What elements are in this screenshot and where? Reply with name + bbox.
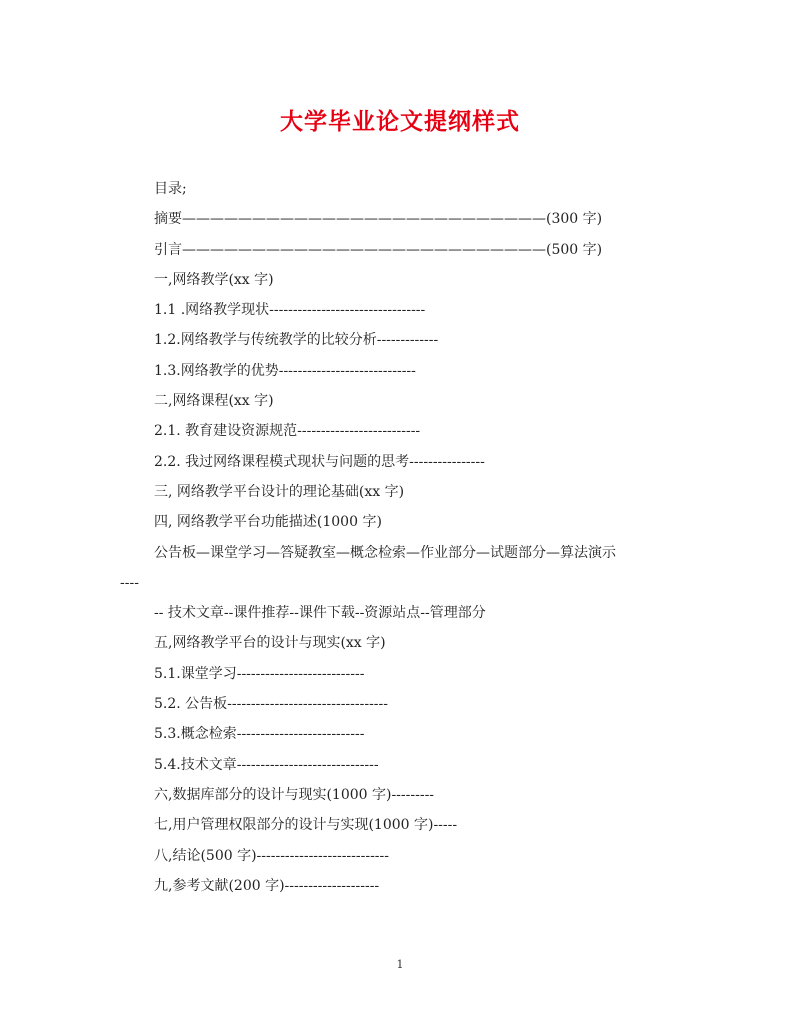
toc-entry-2-2: 2.2. 我过网络课程模式现状与问题的思考---------------- [154, 453, 485, 470]
toc-entry-chapter-2: 二,网络课程(xx 字) [154, 393, 274, 410]
toc-entry-5-4: 5.4.技术文章------------------------------ [154, 756, 379, 773]
toc-entry-chapter-7: 七,用户管理权限部分的设计与实现(1000 字)----- [154, 817, 458, 834]
page-number: 1 [396, 958, 404, 971]
table-of-contents [120, 174, 684, 901]
toc-entry-1-2: 1.2.网络教学与传统教学的比较分析------------- [154, 332, 439, 349]
toc-entry-5-3: 5.3.概念检索--------------------------- [154, 726, 365, 743]
toc-entry-chapter-3: 三, 网络教学平台设计的理论基础(xx 字) [154, 483, 405, 500]
toc-entry-chapter-4: 四, 网络教学平台功能描述(1000 字) [154, 514, 382, 531]
toc-entry-1-3: 1.3.网络教学的优势----------------------------- [154, 362, 416, 379]
toc-entry-5-1: 5.1.课堂学习--------------------------- [154, 665, 365, 682]
toc-entry-2-1: 2.1. 教育建设资源规范-------------------------- [154, 423, 421, 440]
toc-entry-module-list-2: -- 技术文章--课件推荐--课件下载--资源站点--管理部分 [154, 605, 486, 622]
toc-entry-module-list: 公告板—课堂学习—答疑教室—概念检索—作业部分—试题部分—算法演示 [154, 544, 616, 561]
toc-entry-introduction: 引言——————————————————————————(500 字) [154, 241, 603, 258]
toc-entry-1-1: 1.1 .网络教学现状--------------------------------- [154, 302, 426, 319]
toc-entry-chapter-9: 九,参考文献(200 字)-------------------- [154, 877, 380, 894]
toc-entry-chapter-6: 六,数据库部分的设计与现实(1000 字)--------- [154, 786, 435, 803]
toc-entry-module-list-continued: ---- [120, 574, 139, 591]
toc-entry-chapter-8: 八,结论(500 字)---------------------------- [154, 847, 389, 864]
toc-entry-abstract: 摘要——————————————————————————(300 字) [154, 211, 603, 228]
toc-heading: 目录; [154, 181, 187, 197]
toc-entry-chapter-1: 一,网络教学(xx 字) [154, 271, 274, 288]
page-title: 大学毕业论文提纲样式 [280, 109, 520, 135]
toc-entry-chapter-5: 五,网络教学平台的设计与现实(xx 字) [154, 635, 386, 652]
toc-entry-5-2: 5.2. 公告板---------------------------------- [154, 696, 389, 713]
